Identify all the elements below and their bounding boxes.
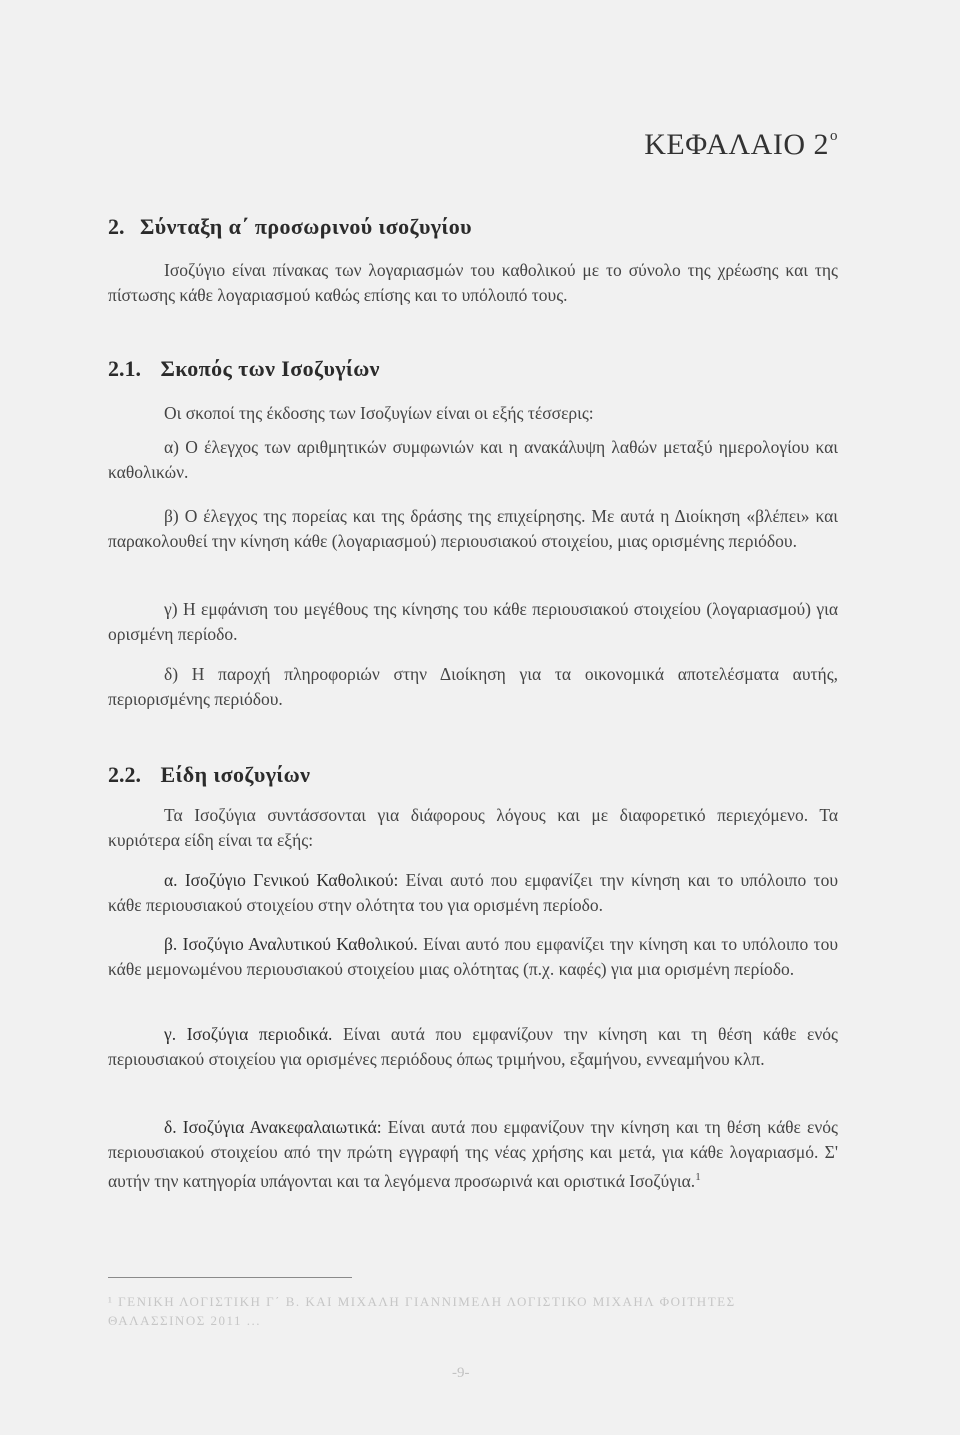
type-item [108,932,838,982]
purpose-item: α) Ο έλεγχος των αριθμητικών συμφωνιών και η ανακάλυψη λαθών μεταξύ ημερολογίου και καθολικών. [108,437,838,482]
chapter-title: ΚΕΦΑΛΑΙΟ $2^o$ [644,128,838,161]
section-2-heading [108,214,472,240]
footnote-divider [108,1277,352,1278]
type-description: Είναι αυτά που εμφανίζουν την κίνηση και τη θέση κάθε ενός περιουσιακού στοιχείου από την πρώτη εγγραφή της νέας χρήσης και μετά, για κάθε λογαριασμό. Σ' αυτήν την κατηγορία υπάγονται και τα λεγόμενα προσωρινά και οριστικά Ισοζύγια. [108,1117,838,1191]
type-term: γ. Ισοζύγια περιοδικά. [164,1024,333,1044]
type-description: Είναι αυτό που εμφανίζει την κίνηση και το υπόλοιπο του κάθε μεμονωμένου περιουσιακού στοιχείου μιας ολότητας (π.χ. καφές) για μια ορισμένη περίοδο. [108,934,838,979]
purpose-item: γ) Η εμφάνιση του μεγέθους της κίνησης του κάθε περιουσιακού στοιχείου (λογαριασμού) για ορισμένη περίοδο. [108,599,838,644]
footnote-line: ΘΑΛΑΣΣΙΝΟΣ 2011 ... [108,1313,262,1328]
type-term: δ. Ισοζύγια Ανακεφαλαιωτικά: [164,1117,382,1137]
section-title: Είδη ισοζυγίων [160,762,311,787]
type-item [108,1115,838,1194]
footnote-marker: 1 [695,1171,701,1183]
purpose-item: δ) Η παροχή πληροφοριών στην Διοίκηση για τα οικονομικά αποτελέσματα αυτής, περιορισμένης περιόδου. [108,664,838,709]
section-title: Σύνταξη α΄ προσωρινού ισοζυγίου [140,214,472,239]
types-intro: Τα Ισοζύγια συντάσσονται για διάφορους λόγους και με διαφορετικό περιεχόμενο. Τα κυριότερα είδη είναι τα εξής: [108,805,838,850]
type-description: Είναι αυτά που εμφανίζουν την κίνηση και τη θέση κάθε ενός περιουσιακού στοιχείου για ορισμένες περιόδους όπως τριμήνου, εξαμήνου, εννεαμήνου κλπ. [108,1024,838,1069]
intro-paragraph: Ισοζύγιο είναι πίνακας των λογαριασμών του καθολικού με το σύνολο της χρέωσης και της πίστωσης κάθε λογαριασμού καθώς επίσης και το υπόλοιπό τους. [108,260,838,305]
footnote-line: ¹ ΓΕΝΙΚΗ ΛΟΓΙΣΤΙΚΗ Γ΄ Β. ΚΑΙ ΜΙΧΑΛΗ ΓΙΑΝΝΙΜΕΛΗ ΛΟΓΙΣΤΙΚΟ ΜΙΧΑΗΛ ΦΟΙΤΗΤΕΣ [108,1294,736,1309]
section-title: Σκοπός των Ισοζυγίων [160,356,380,381]
type-item [108,868,838,918]
section-2-1-heading [108,356,380,382]
section-2-2-heading [108,762,310,788]
type-description: Είναι αυτό που εμφανίζει την κίνηση και το υπόλοιπο του κάθε περιουσιακού στοιχείου στην ολότητα του για ορισμένη περίοδο. [108,870,838,915]
purposes-intro: Οι σκοποί της έκδοσης των Ισοζυγίων είναι οι εξής τέσσερις: [164,403,594,423]
chapter-superscript: ο [830,128,838,144]
section-number: 2.2. [108,762,141,787]
type-term: α. Ισοζύγιο Γενικού Καθολικού: [164,870,399,890]
purpose-item: β) Ο έλεγχος της πορείας και της δράσης της επιχείρησης. Με αυτά η Διοίκηση «βλέπει» και παρακολουθεί την κίνηση κάθε (λογαριασμού) περιουσιακού στοιχείου, μιας ορισμένης περιόδου. [108,506,838,551]
type-item [108,1022,838,1072]
page-number: -9- [452,1365,470,1381]
section-number: 2.1. [108,356,141,381]
section-number: 2. [108,214,125,239]
type-term: β. Ισοζύγιο Αναλυτικού Καθολικού. [164,934,418,954]
